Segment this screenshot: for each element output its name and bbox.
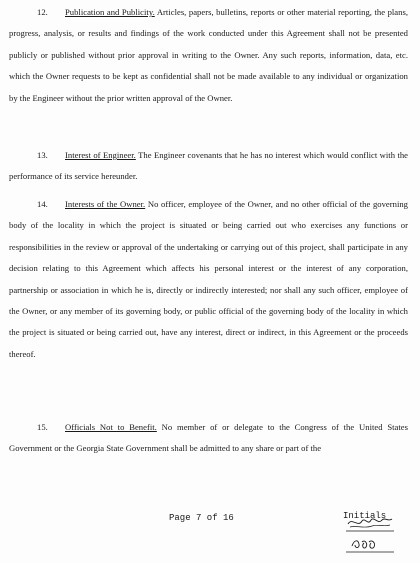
paragraph-body: The Engineer covenants that he has no interest which would conflict with the performance of its service hereunder. xyxy=(9,150,408,182)
paragraph-number: 13. xyxy=(37,150,48,160)
paragraph-14 xyxy=(9,194,408,365)
paragraph-heading: Officials Not to Benefit. xyxy=(65,422,157,432)
paragraph-heading: Interest of Engineer. xyxy=(65,150,136,160)
paragraph-12 xyxy=(9,2,408,109)
paragraph-13 xyxy=(9,145,408,188)
paragraph-body: Articles, papers, bulletins, reports or other material reporting, the plans, progress, analysis, or results and findings of the work conducted under this Agreement shall not be presented publicly or published without prior approval in writing to the Owner. Any such reports, information, data, etc. which the Owner requests to be kept as confidential shall not be made available to any individual or organization by the Engineer without the prior written approval of the Owner. xyxy=(9,7,408,103)
paragraph-heading: Interests of the Owner. xyxy=(65,199,146,209)
initials-block xyxy=(338,508,400,556)
initials-label: Initials xyxy=(343,511,387,521)
paragraph-body: No member of or delegate to the Congress of the United States Government or the Georgia State Government shall be admitted to any share or part of the xyxy=(9,422,408,454)
paragraph-body: No officer, employee of the Owner, and no other official of the governing body of the locality in which the project is situated or being carried out who exercises any functions or responsibilities in the review or approval of the undertaking or carrying out of this project, shall participate in any decision relating to this Agreement which affects his personal interest or the interest of any corporation, partnership or association in which he is, directly or indirectly interested; nor shall any such officer, employee of the Owner, or any member of its governing body, or public official of the governing body of the locality in which the project is situated or being carried out, have any interest, direct or indirect, in this Agreement or the proceeds thereof. xyxy=(9,199,408,359)
paragraph-number: 15. xyxy=(37,422,48,432)
paragraph-number: 12. xyxy=(37,7,48,17)
paragraph-heading: Publication and Publicity. xyxy=(65,7,155,17)
paragraph-15 xyxy=(9,417,408,460)
page-number: Page 7 of 16 xyxy=(169,513,234,523)
paragraph-number: 14. xyxy=(37,199,48,209)
